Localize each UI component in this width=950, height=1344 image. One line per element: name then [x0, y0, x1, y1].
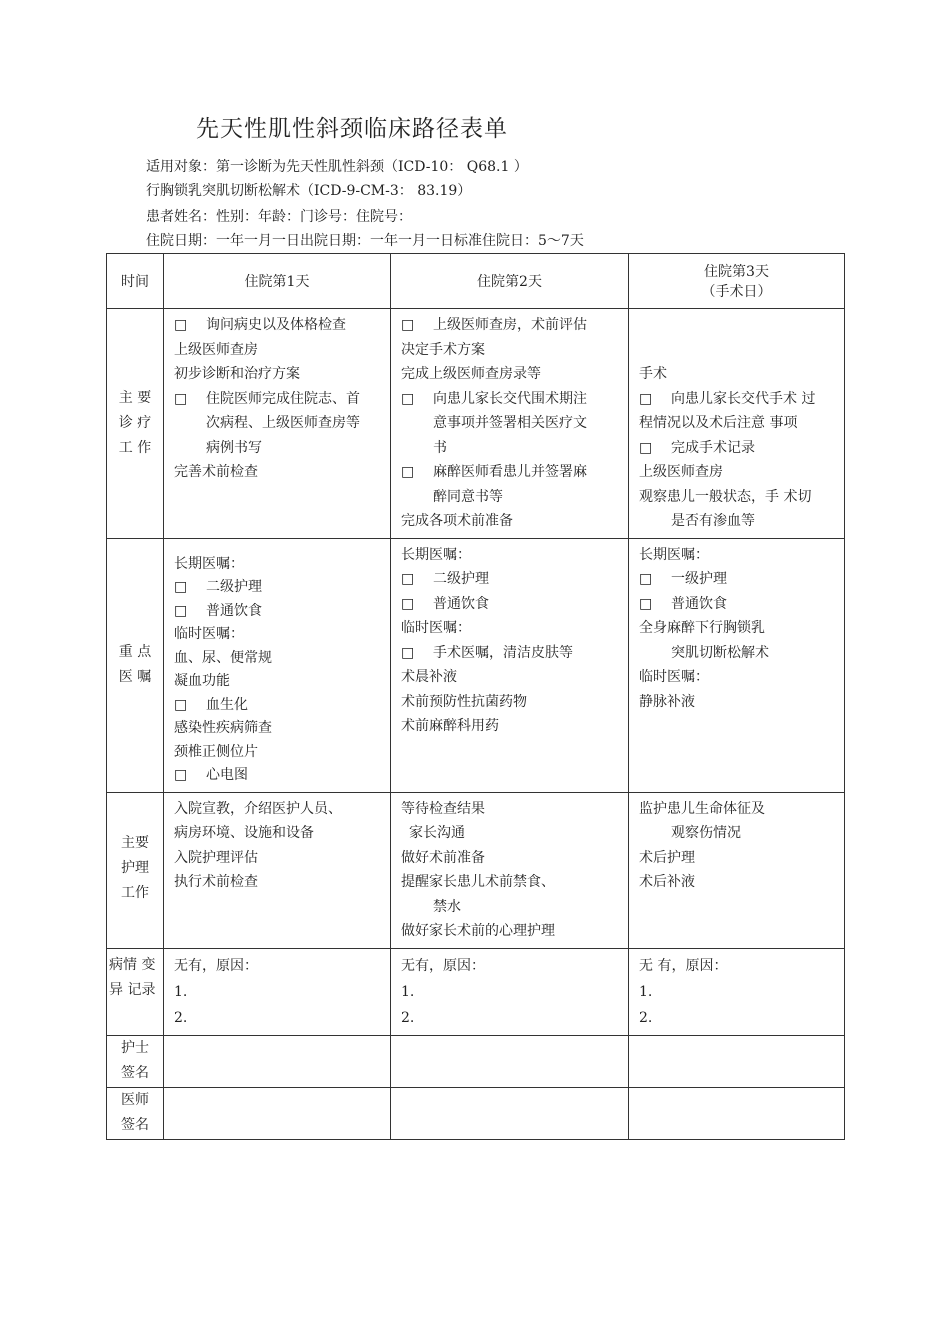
nursing-day1-cell: 入院宣教，介绍医护人员、 病房环境、设施和设备 入院护理评估 执行术前检查	[164, 792, 391, 948]
checkbox-item[interactable]: □ 普通饮食	[401, 592, 622, 617]
checkbox-item[interactable]: □ 血生化	[174, 694, 384, 718]
checkbox-item[interactable]: □ 普通饮食	[174, 600, 384, 624]
doctor-sign-row	[107, 1087, 845, 1139]
variation-day3-cell: 无 有，原因： 1. 2.	[629, 948, 845, 1035]
checkbox-icon: □	[401, 571, 415, 587]
procedure-line: 行胸锁乳突肌切断松解术（ICD-9-CM-3： 83.19）	[146, 183, 472, 199]
doctor-sign-day3[interactable]	[629, 1087, 845, 1139]
checkbox-icon: □	[401, 464, 415, 480]
nurse-sign-label: 护士 签名	[107, 1035, 164, 1087]
header-day1: 住院第1天	[164, 254, 391, 309]
checkbox-item[interactable]: □ 上级医师查房，术前评估	[401, 313, 622, 338]
patient-info-line: 患者姓名：性别：年龄：门诊号：住院号：	[146, 209, 412, 225]
checkbox-item[interactable]: □ 向患儿家长交代手术 过	[639, 387, 838, 412]
work-day3-cell: 手术 □ 向患儿家长交代手术 过 程情况以及术后注意 事项 □ 完成手术记录 上级医师查房 观察患儿一般状态，手 术切 是否有渗血等	[629, 309, 845, 539]
checkbox-icon: □	[639, 390, 653, 407]
doctor-sign-day1[interactable]	[164, 1087, 391, 1139]
nursing-row-label: 主要 护理 工作	[107, 792, 164, 948]
work-day1-cell: □ 询问病史以及体格检查 上级医师查房 初步诊断和治疗方案 □ 住院医师完成住院志、首 次病程、上级医师查房等 病例书写 完善术前检查	[164, 309, 391, 539]
header-day3-line2: （手术日）	[701, 284, 772, 300]
variation-day2-cell: 无有，原因： 1. 2.	[391, 948, 629, 1035]
orders-day1-cell: 长期医嘱： □ 二级护理 □ 普通饮食 临时医嘱： 血、尿、便常规 凝血功能 □ 血生化 感染性疾病筛查 颈椎正侧位片 □ 心电图	[164, 538, 391, 792]
checkbox-icon: □	[401, 644, 415, 661]
orders-row-label: 重 点 医 嘱	[107, 538, 164, 792]
variation-day1-cell: 无有，原因： 1. 2.	[164, 948, 391, 1035]
nurse-sign-row	[107, 1035, 845, 1087]
doctor-sign-day2[interactable]	[391, 1087, 629, 1139]
checkbox-icon: □	[174, 579, 188, 595]
checkbox-icon: □	[401, 595, 415, 612]
checkbox-icon: □	[174, 390, 188, 407]
doctor-sign-label: 医师 签名	[107, 1087, 164, 1139]
nurse-sign-day1[interactable]	[164, 1035, 391, 1087]
checkbox-icon: □	[639, 439, 653, 456]
nursing-day2-cell: 等待检查结果 家长沟通 做好术前准备 提醒家长患儿术前禁食、 禁水 做好家长术前的心理护理	[391, 792, 629, 948]
header-day2: 住院第2天	[391, 254, 629, 309]
checkbox-item[interactable]: □ 心电图	[174, 764, 384, 788]
checkbox-icon: □	[174, 696, 188, 713]
orders-row	[107, 538, 845, 792]
header-time: 时间	[107, 254, 164, 309]
header-day3-line1: 住院第3天	[704, 264, 769, 280]
nurse-sign-day2[interactable]	[391, 1035, 629, 1087]
orders-day3-cell: 长期医嘱： □ 一级护理 □ 普通饮食 全身麻醉下行胸锁乳 突肌切断松解术 临时医嘱： 静脉补液	[629, 538, 845, 792]
checkbox-icon: □	[639, 571, 653, 587]
admission-date-line: 住院日期：一年一月一日出院日期：一年一月一日标准住院日：5〜7天	[146, 233, 584, 249]
checkbox-icon: □	[401, 317, 415, 333]
header-row	[107, 254, 845, 309]
checkbox-item[interactable]: □ 手术医嘱，清洁皮肤等	[401, 641, 622, 666]
checkbox-item[interactable]: □ 普通饮食	[639, 592, 838, 617]
checkbox-item[interactable]: □ 询问病史以及体格检查	[174, 313, 384, 338]
form-title: 先天性肌性斜颈临床路径表单	[196, 116, 508, 142]
clinical-pathway-table	[106, 253, 845, 1140]
work-day2-cell: □ 上级医师查房，术前评估 决定手术方案 完成上级医师查房录等 □ 向患儿家长交代围术期注 意事项并签署相关医疗文 书 □ 麻醉医师看患儿并签署麻 醉同意书等 完成各项术前准备	[391, 309, 629, 539]
work-row-label: 主 要 诊 疗 工 作	[107, 309, 164, 539]
nursing-row	[107, 792, 845, 948]
checkbox-icon: □	[401, 390, 415, 407]
checkbox-item[interactable]: □ 麻醉医师看患儿并签署麻	[401, 460, 622, 485]
checkbox-item[interactable]: □ 向患儿家长交代围术期注	[401, 387, 622, 412]
checkbox-item[interactable]: □ 二级护理	[174, 576, 384, 600]
variation-row-label: 病情 变 异 记录	[107, 948, 164, 1035]
checkbox-icon: □	[639, 595, 653, 612]
checkbox-item[interactable]: □ 住院医师完成住院志、首	[174, 387, 384, 412]
variation-row	[107, 948, 845, 1035]
checkbox-icon: □	[174, 317, 188, 333]
nursing-day3-cell: 监护患儿生命体征及 观察伤情况 术后护理 术后补液	[629, 792, 845, 948]
orders-day2-cell: 长期医嘱： □ 二级护理 □ 普通饮食 临时医嘱： □ 手术医嘱，清洁皮肤等 术晨补液 术前预防性抗菌药物 术前麻醉科用药	[391, 538, 629, 792]
checkbox-item[interactable]: □ 二级护理	[401, 567, 622, 592]
checkbox-icon: □	[174, 602, 188, 619]
applicable-object-line: 适用对象：第一诊断为先天性肌性斜颈（ICD-10： Q68.1 ）	[146, 159, 528, 175]
checkbox-item[interactable]: □ 一级护理	[639, 567, 838, 592]
checkbox-item[interactable]: □ 完成手术记录	[639, 436, 838, 461]
work-row	[107, 309, 845, 539]
header-day3	[629, 254, 845, 309]
nurse-sign-day3[interactable]	[629, 1035, 845, 1087]
checkbox-icon: □	[174, 767, 188, 783]
